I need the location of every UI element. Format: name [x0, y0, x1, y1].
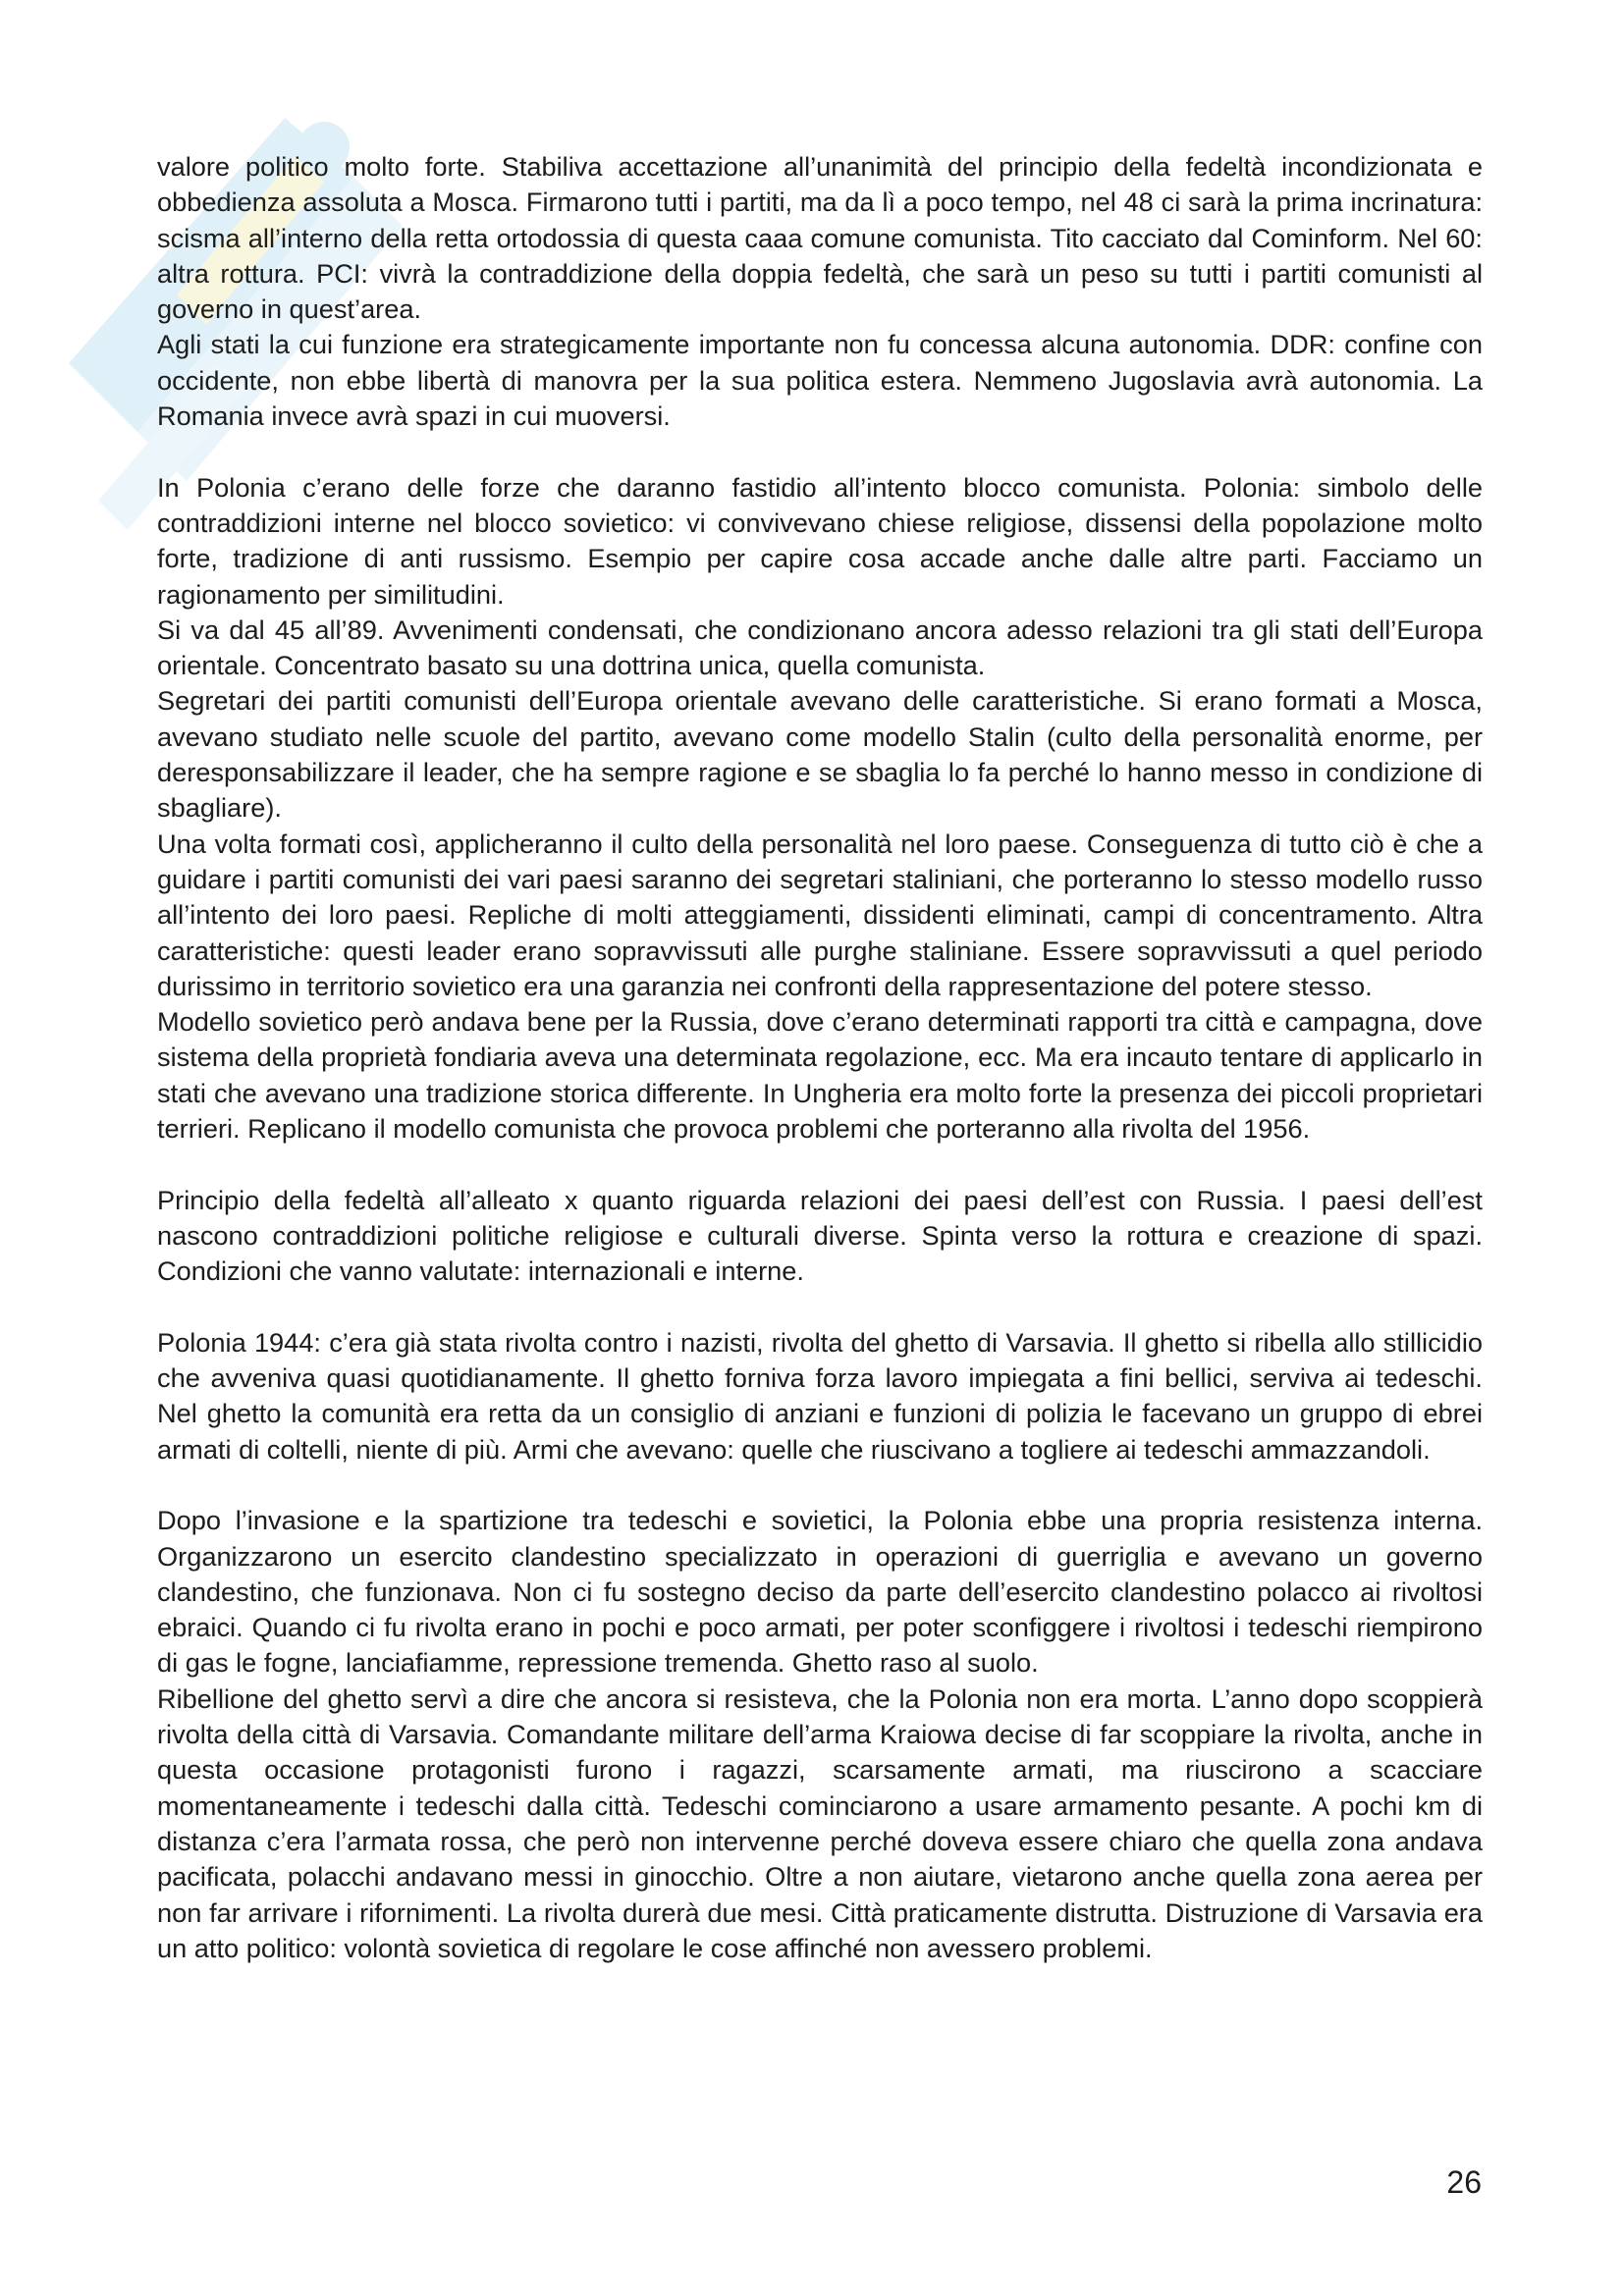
document-body — [157, 149, 1483, 1966]
page-number: 26 — [1446, 2164, 1482, 2200]
paragraph-spacer — [157, 434, 1483, 469]
paragraph-6: Una volta formati così, applicheranno il culto della personalità nel loro paese. Conseguenza di tutto ciò è che a guidare i partiti comunisti dei vari paesi saranno dei segretari staliniani, che porteranno lo stesso modello russo all’intento dei loro paesi. Repliche di molti atteggiamenti, dissidenti eliminati, campi di concentramento. Altra caratteristiche: questi leader erano sopravvissuti alle purghe staliniane. Essere sopravvissuti a quel periodo durissimo in territorio sovietico era una garanzia nei confronti della rappresentazione del potere stesso. — [157, 828, 1483, 1001]
paragraph-4: Si va dal 45 all’89. Avvenimenti condensati, che condizionano ancora adesso relazioni tra gli stati dell’Europa orientale. Concentrato basato su una dottrina unica, quella comunista. — [157, 614, 1483, 681]
paragraph-5: Segretari dei partiti comunisti dell’Europa orientale avevano delle caratteristiche. Si erano formati a Mosca, avevano studiato nelle scuole del partito, avevano come modello Stalin (culto della personalità enorme, per deresponsabilizzare il leader, che ha sempre ragione e se sbaglia lo fa perché lo hanno messo in condizione di sbagliare). — [157, 685, 1483, 824]
paragraph-9: Polonia 1944: c’era già stata rivolta contro i nazisti, rivolta del ghetto di Varsavia. Il ghetto si ribella allo stillicidio che avveniva quasi quotidianamente. Il ghetto forniva forza lavoro impiegata a fini bellici, serviva ai tedeschi. Nel ghetto la comunità era retta da un consiglio di anziani e funzioni di polizia le facevano un gruppo di ebrei armati di coltelli, niente di più. Armi che avevano: quelle che riuscivano a togliere ai tedeschi ammazzandoli. — [157, 1326, 1483, 1465]
paragraph-spacer — [157, 1468, 1483, 1503]
paragraph-8: Principio della fedeltà all’alleato x quanto riguarda relazioni dei paesi dell’est con Russia. I paesi dell’est nascono contraddizioni politiche religiose e culturali diverse. Spinta verso la rottura e creazione di spazi. Condizioni che vanno valutate: internazionali e interne. — [157, 1184, 1483, 1287]
paragraph-3: In Polonia c’erano delle forze che daranno fastidio all’intento blocco comunista. Polonia: simbolo delle contraddizioni interne nel blocco sovietico: vi convivevano chiese religiose, dissensi della popolazione molto forte, tradizione di anti russismo. Esempio per capire cosa accade anche dalle altre parti. Facciamo un ragionamento per similitudini. — [157, 471, 1483, 610]
paragraph-2: Agli stati la cui funzione era strategicamente importante non fu concessa alcuna autonomia. DDR: confine con occidente, non ebbe libertà di manovra per la sua politica estera. Nemmeno Jugoslavia avrà autonomia. La Romania invece avrà spazi in cui muoversi. — [157, 329, 1483, 432]
paragraph-11: Ribellione del ghetto servì a dire che ancora si resisteva, che la Polonia non era morta. L’anno dopo scoppierà rivolta della città di Varsavia. Comandante militare dell’arma Kraiowa decise di far scoppiare la rivolta, anche in questa occasione protagonisti furono i ragazzi, scarsamente armati, ma riuscirono a scacciare momentaneamente i tedeschi dalla città. Tedeschi cominciarono a usare armamento pesante. A pochi km di distanza c’era l’armata rossa, che però non intervenne perché doveva essere chiaro che quella zona andava pacificata, polacchi andavano messi in ginocchio. Oltre a non aiutare, vietarono anche quella zona aerea per non far arrivare i rifornimenti. La rivolta durerà due mesi. Città praticamente distrutta. Distruzione di Varsavia era un atto politico: volontà sovietica di regolare le cose affinché non avessero problemi. — [157, 1682, 1483, 1963]
paragraph-1: valore politico molto forte. Stabiliva accettazione all’unanimità del principio della fedeltà incondizionata e obbedienza assoluta a Mosca. Firmarono tutti i partiti, ma da lì a poco tempo, nel 48 ci sarà la prima incrinatura: scisma all’interno della retta ortodossia di questa caaa comune comunista. Tito cacciato dal Cominform. Nel 60: altra rottura. PCI: vivrà la contraddizione della doppia fedeltà, che sarà un peso su tutti i partiti comunisti al governo in quest’area. — [157, 151, 1483, 325]
paragraph-10: Dopo l’invasione e la spartizione tra tedeschi e sovietici, la Polonia ebbe una propria resistenza interna. Organizzarono un esercito clandestino specializzato in operazioni di guerriglia e avevano un governo clandestino, che funzionava. Non ci fu sostegno deciso da parte dell’esercito clandestino polacco ai rivoltosi ebraici. Quando ci fu rivolta erano in pochi e poco armati, per poter sconfiggere i rivoltosi i tedeschi riempirono di gas le fogne, lanciafiamme, repressione tremenda. Ghetto raso al suolo. — [157, 1505, 1483, 1679]
paragraph-7: Modello sovietico però andava bene per la Russia, dove c’erano determinati rapporti tra città e campagna, dove sistema della proprietà fondiaria aveva una determinata regolazione, ecc. Ma era incauto tentare di applicarlo in stati che avevano una tradizione storica differente. In Ungheria era molto forte la presenza dei piccoli proprietari terrieri. Replicano il modello comunista che provoca problemi che porteranno alla rivolta del 1956. — [157, 1006, 1483, 1145]
paragraph-spacer — [157, 1290, 1483, 1325]
paragraph-spacer — [157, 1147, 1483, 1182]
